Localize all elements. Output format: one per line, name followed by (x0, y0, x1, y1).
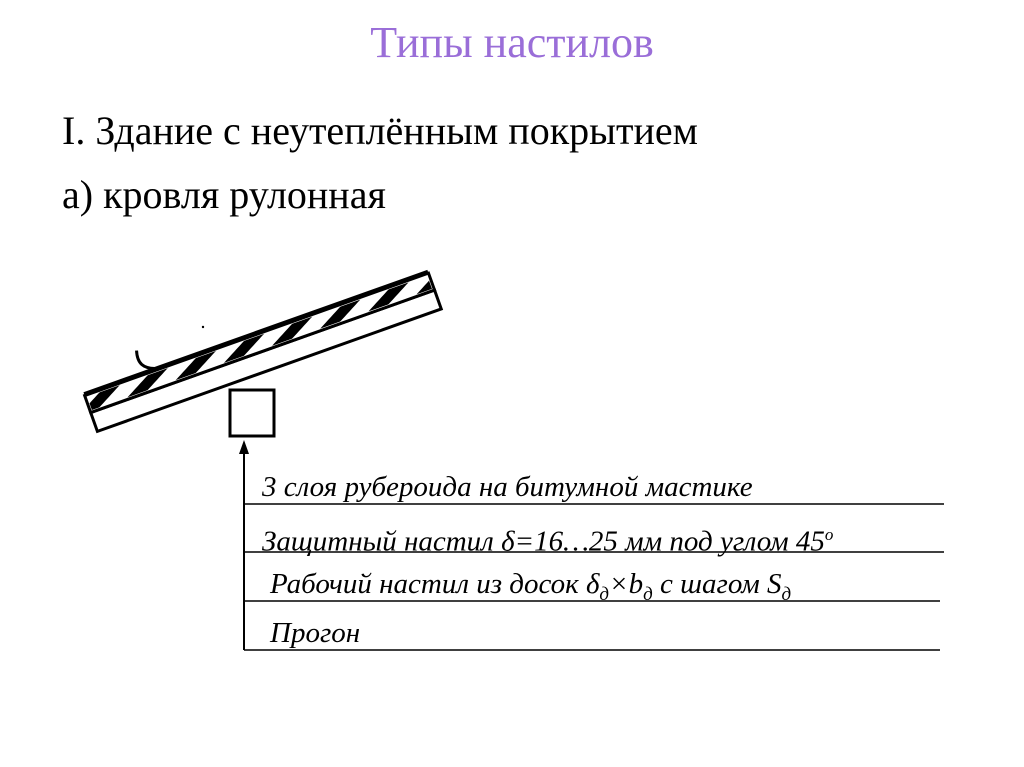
purlin (230, 390, 274, 436)
layer-label-purlin: Прогон (270, 617, 361, 649)
layer-label-working-deck: Рабочий настил из досок $\delta_д\times b_д$ с шагом $S_д$ (270, 568, 792, 605)
roofing-curl (135, 347, 154, 373)
stray-dot (202, 326, 204, 328)
layer-label-roofing: 3 слоя рубероида на битумной мастике (262, 471, 753, 503)
section-heading: I. Здание с неутеплённым покрытием (62, 108, 698, 153)
subsection-heading: а) кровля рулонная (62, 172, 386, 217)
slide-title: Типы настилов (370, 18, 654, 67)
layer-label-protective-deck: Защитный настил δ=16…25 мм под углом $45^о$ (262, 525, 834, 558)
arrow-head (239, 440, 249, 454)
